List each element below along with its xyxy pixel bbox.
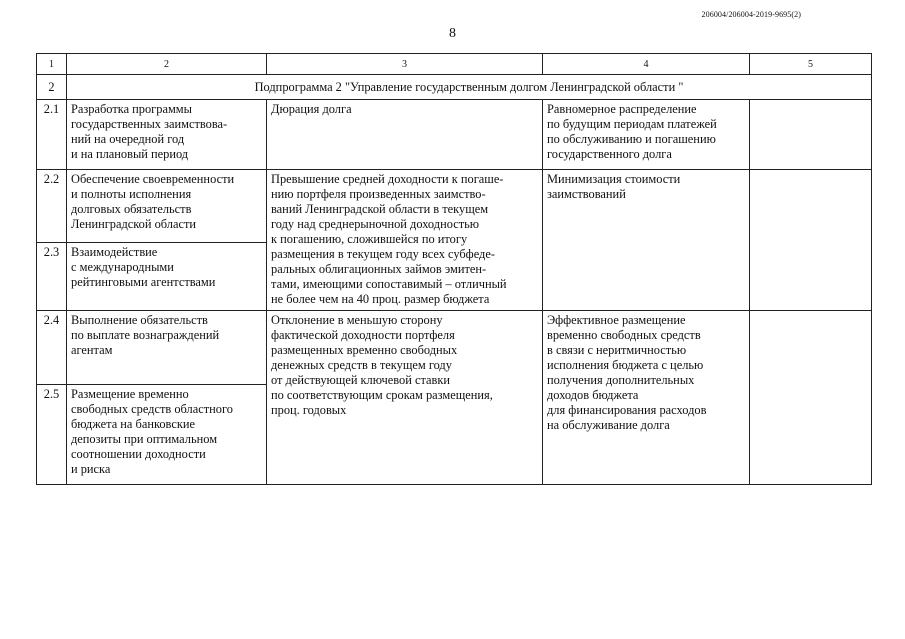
task-cell: Размещение временно свободных средств областного бюджета на банковские депозиты при оптимальном соотношении доходности и риска [67, 385, 267, 485]
col5-cell [750, 170, 872, 311]
subprogram-number: 2 [37, 75, 67, 100]
document-id: 206004/206004-2019-9695(2) [701, 10, 801, 19]
header-cell-5: 5 [750, 54, 872, 75]
row-number: 2.3 [37, 242, 67, 310]
row-number: 2.1 [37, 100, 67, 170]
task-cell: Выполнение обязательств по выплате вознаграждений агентам [67, 311, 267, 385]
indicator-cell: Дюрация долга [267, 100, 543, 170]
result-cell: Равномерное распределение по будущим периодам платежей по обслуживанию и погашению государственного долга [543, 100, 750, 170]
header-cell-3: 3 [267, 54, 543, 75]
task-cell: Взаимодействие с международными рейтинговыми агентствами [67, 242, 267, 310]
page-number: 8 [449, 26, 456, 41]
table-row [37, 311, 872, 385]
row-number: 2.2 [37, 170, 67, 243]
row-number: 2.4 [37, 311, 67, 385]
header-cell-4: 4 [543, 54, 750, 75]
indicator-cell: Превышение средней доходности к погаше- нию портфеля произведенных заимство- ваний Ленинградской области в текущем году над среднерыночной доходностью к погашению, сложившейся по итогу размещения в текущем году всех субфеде- ральных облигационных займов эмитен- тами, имеющими сопоставимый – отличный не более чем на 40 проц. размер бюджета [267, 170, 543, 311]
task-cell: Обеспечение своевременности и полноты исполнения долговых обязательств Ленинградской области [67, 170, 267, 243]
result-cell: Минимизация стоимости заимствований [543, 170, 750, 311]
table-row [37, 100, 872, 170]
program-table [36, 53, 872, 485]
table-row [37, 170, 872, 243]
header-cell-2: 2 [67, 54, 267, 75]
result-cell: Эффективное размещение временно свободных средств в связи с неритмичностью исполнения бюджета с целью получения дополнительных доходов бюджета для финансирования расходов на обслуживание долга [543, 311, 750, 485]
task-cell: Разработка программы государственных заимствова- ний на очередной год и на плановый период [67, 100, 267, 170]
col5-cell [750, 311, 872, 485]
col5-cell [750, 100, 872, 170]
header-row [37, 54, 872, 75]
row-number: 2.5 [37, 385, 67, 485]
header-cell-1: 1 [37, 54, 67, 75]
subprogram-row [37, 75, 872, 100]
subprogram-title: Подпрограмма 2 "Управление государственным долгом Ленинградской области " [67, 75, 872, 100]
indicator-cell: Отклонение в меньшую сторону фактической доходности портфеля размещенных временно свободных денежных средств в текущем году от действующей ключевой ставки по соответствующим срокам размещения, проц. годовых [267, 311, 543, 485]
